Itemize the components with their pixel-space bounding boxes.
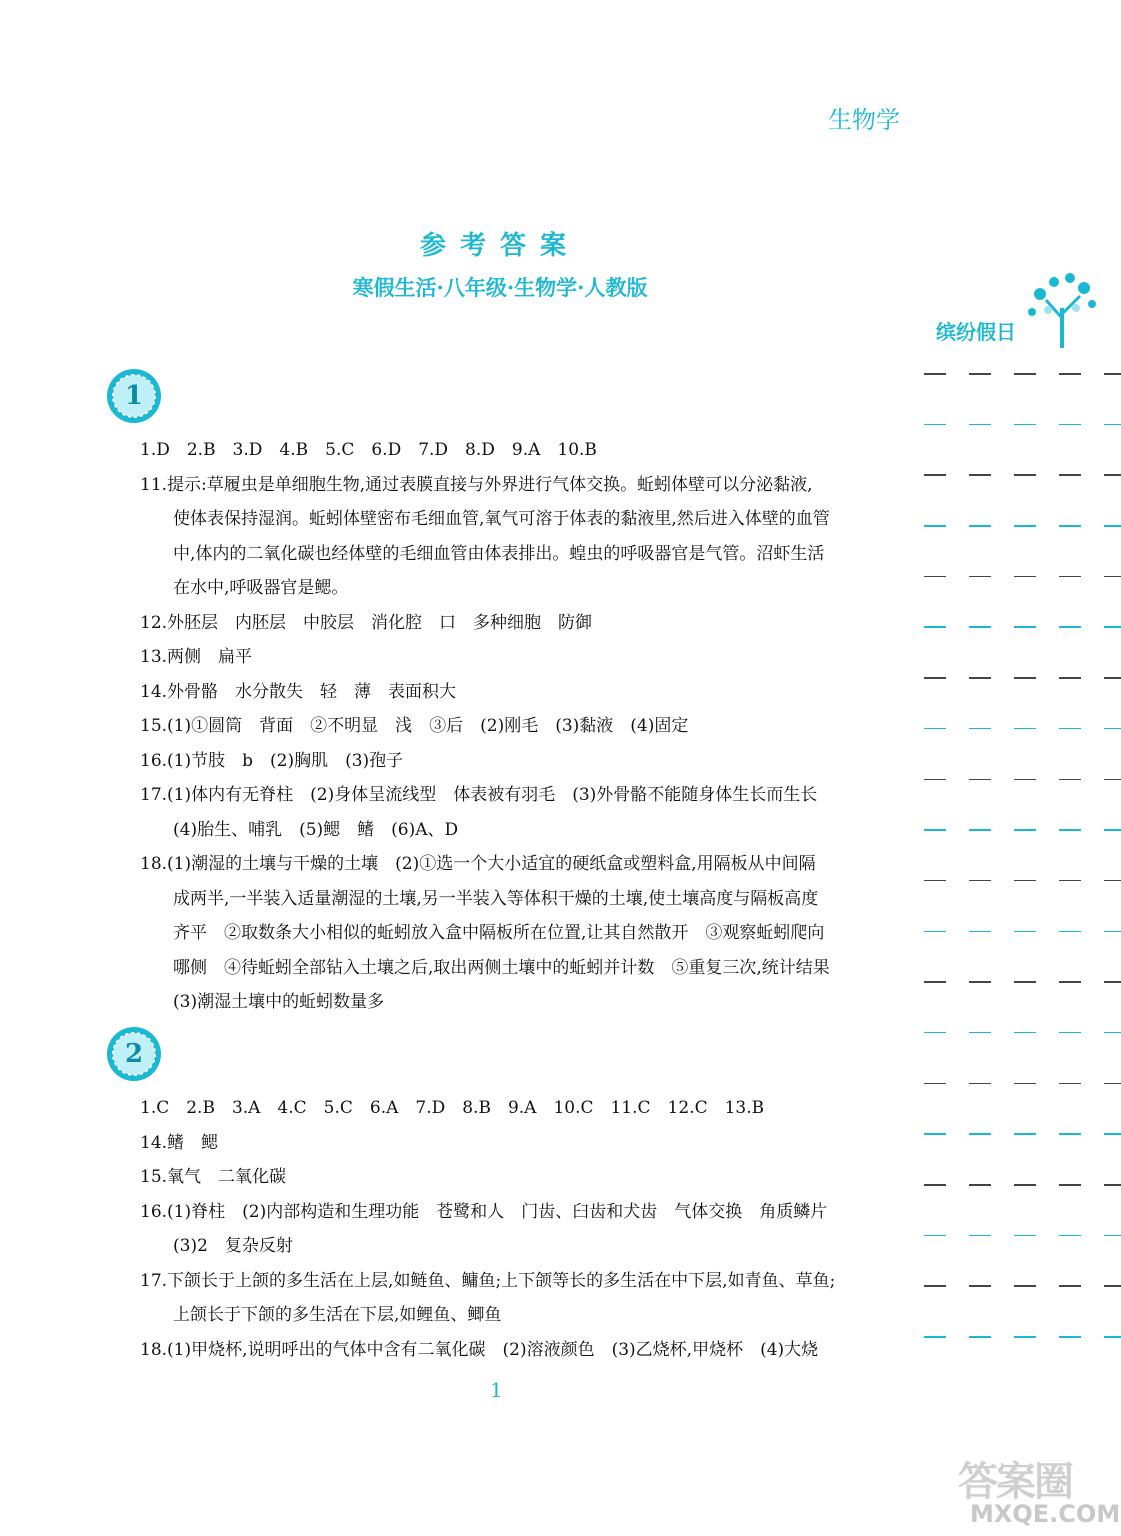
rule-dash [1059,880,1081,882]
rule-dash [969,576,991,578]
answer-line: (3)潮湿土壤中的蚯蚓数量多 [173,992,385,1012]
answer-line: 18.(1)甲烧杯,说明呼出的气体中含有二氧化碳 (2)溶液颜色 (3)乙烧杯,甲烧杯 (4)大烧 [140,1339,819,1360]
rule-dash [924,829,946,831]
rule-dash [969,1285,991,1287]
answer-line: 在水中,呼吸器官是鳃。 [173,578,349,598]
rule-dash [1104,576,1121,578]
rule-dash [1104,880,1121,882]
rule-dash [924,1032,946,1034]
rule-dash [1014,1133,1036,1135]
rule-dash [1059,931,1081,933]
rule-dash [969,373,991,375]
rule-dash [1014,779,1036,781]
answer-line: 16.(1)节肢 b (2)胸肌 (3)孢子 [140,750,404,771]
rule-dash [969,779,991,781]
answer-line: 15.(1)①圆筒 背面 ②不明显 浅 ③后 (2)刚毛 (3)黏液 (4)固定 [140,716,689,736]
watermark-text: 答案圈 [958,1459,1072,1505]
answer-line: 齐平 ②取数条大小相似的蚯蚓放入盒中隔板所在位置,让其自然散开 ③观察蚯蚓爬向 [173,923,825,943]
rule-dash [1059,829,1081,831]
rule-row [920,1222,1120,1273]
rule-dash [1104,373,1121,375]
rule-dash [969,1235,991,1237]
rule-row [920,360,1120,411]
rule-row [920,512,1120,563]
rule-dash [1014,829,1036,831]
rule-dash [1104,1184,1121,1186]
rule-dash [1104,931,1121,933]
answer-line: 13.两侧 扁平 [140,647,253,667]
rule-dash [924,424,946,426]
rule-dash [924,677,946,679]
answer-line: 14.外骨骼 水分散失 轻 薄 表面积大 [140,681,457,702]
rule-row [920,968,1120,1019]
rule-row [920,1272,1120,1323]
rule-dash [1104,728,1121,730]
rule-dash [1059,1285,1081,1287]
rule-dash [1104,1133,1121,1135]
rule-dash [969,728,991,730]
rule-dash [1059,981,1081,983]
rule-dash [969,474,991,476]
notes-ruled-lines [920,360,1120,1374]
section-2-answers [140,1091,900,1367]
rule-dash [969,677,991,679]
rule-dash [969,1133,991,1135]
rule-dash [924,779,946,781]
rule-dash [1059,373,1081,375]
rule-dash [1104,829,1121,831]
rule-dash [924,525,946,527]
rule-row [920,563,1120,614]
rule-dash [1014,677,1036,679]
answer-line: 1.D 2.B 3.D 4.B 5.C 6.D 7.D 8.D 9.A 10.B [140,440,597,460]
rule-dash [924,474,946,476]
rule-dash [969,424,991,426]
rule-dash [924,1083,946,1085]
rule-dash [924,880,946,882]
answer-line: 1.C 2.B 3.A 4.C 5.C 6.A 7.D 8.B 9.A 10.C 11.C 12.C 13.B [140,1098,765,1118]
answer-line: 15.氧气 二氧化碳 [140,1167,287,1187]
rule-dash [1014,474,1036,476]
rule-dash [924,626,946,628]
rule-dash [1104,1083,1121,1085]
rule-row [920,1070,1120,1121]
rule-dash [1059,728,1081,730]
rule-dash [1104,626,1121,628]
rule-dash [1059,576,1081,578]
rule-dash [1014,1336,1036,1338]
rule-dash [1014,626,1036,628]
tree-icon [1018,268,1102,352]
watermark-logo [950,1448,1120,1536]
rule-dash [1104,1032,1121,1034]
rule-dash [924,931,946,933]
section-badge-1 [104,366,164,426]
answer-line: 16.(1)脊柱 (2)内部构造和生理功能 苍鹭和人 门齿、臼齿和犬齿 气体交换 角质鳞片 [140,1201,828,1222]
section-1-answers [140,433,900,1020]
rule-row [920,918,1120,969]
rule-dash [924,373,946,375]
rule-row [920,1120,1120,1171]
rule-dash [1014,1032,1036,1034]
rule-row [920,1323,1120,1374]
rule-dash [1014,1235,1036,1237]
rule-dash [969,981,991,983]
rule-dash [1104,1336,1121,1338]
rule-dash [1014,424,1036,426]
rule-dash [1014,931,1036,933]
answer-line: 使体表保持湿润。蚯蚓体壁密布毛细血管,氧气可溶于体表的黏液里,然后进入体壁的血管 [173,509,830,529]
rule-dash [1014,728,1036,730]
rule-dash [1059,1235,1081,1237]
rule-dash [1104,1285,1121,1287]
rule-dash [1014,880,1036,882]
rule-dash [969,1032,991,1034]
rule-dash [1104,424,1121,426]
page-number: 1 [490,1378,503,1402]
rule-row [920,613,1120,664]
rule-dash [1059,1184,1081,1186]
rule-dash [1014,373,1036,375]
rule-dash [1104,677,1121,679]
rule-dash [1059,424,1081,426]
section-number: 1 [124,381,144,411]
rule-dash [969,1184,991,1186]
rule-dash [924,1133,946,1135]
rule-dash [1014,981,1036,983]
rule-dash [1059,1083,1081,1085]
rule-dash [1059,474,1081,476]
subject-label: 生物学 [828,106,900,134]
rule-dash [969,525,991,527]
rule-dash [969,626,991,628]
rule-dash [969,1083,991,1085]
rule-dash [1104,1235,1121,1237]
rule-dash [1059,525,1081,527]
rule-dash [969,1336,991,1338]
rule-dash [1059,779,1081,781]
rule-dash [1014,525,1036,527]
rule-dash [1059,1032,1081,1034]
rule-row [920,411,1120,462]
rule-dash [969,829,991,831]
rule-dash [969,931,991,933]
section-number: 2 [124,1039,144,1069]
answer-line: 中,体内的二氧化碳也经体壁的毛细血管由体表排出。蝗虫的呼吸器官是气管。沼虾生活 [173,543,825,564]
section-badge-2 [104,1024,164,1084]
answer-line: (3)2 复杂反射 [173,1236,293,1256]
answer-line: 14.鳍 鳃 [140,1132,219,1153]
rule-row [920,867,1120,918]
rule-dash [924,728,946,730]
page-subtitle: 寒假生活·八年级·生物学·人教版 [352,275,648,300]
rule-dash [1014,576,1036,578]
rule-dash [924,1235,946,1237]
answer-line: 12.外胚层 内胚层 中胶层 消化腔 口 多种细胞 防御 [140,612,593,633]
rule-row [920,461,1120,512]
rule-dash [1059,1336,1081,1338]
rule-dash [1059,677,1081,679]
brand-name: 缤纷假日 [936,320,1016,344]
rule-row [920,1019,1120,1070]
rule-dash [924,981,946,983]
rule-dash [1104,981,1121,983]
rule-row [920,664,1120,715]
rule-dash [1014,1285,1036,1287]
rule-row [920,1171,1120,1222]
answer-line: 17.(1)体内有无脊柱 (2)身体呈流线型 体表被有羽毛 (3)外骨骼不能随身体生长而生长 [140,785,818,805]
rule-dash [1059,626,1081,628]
rule-dash [1014,1184,1036,1186]
rule-dash [1104,474,1121,476]
answer-line: (4)胎生、哺乳 (5)鳃 鳍 (6)A、D [173,819,459,840]
rule-dash [924,1285,946,1287]
rule-row [920,715,1120,766]
rule-dash [1059,1133,1081,1135]
rule-dash [1104,525,1121,527]
rule-dash [924,576,946,578]
answer-line: 18.(1)潮湿的土壤与干燥的土壤 (2)①选一个大小适宜的硬纸盒或塑料盒,用隔板从中间隔 [140,854,816,874]
answer-line: 哪侧 ④待蚯蚓全部钻入土壤之后,取出两侧土壤中的蚯蚓并计数 ⑤重复三次,统计结果 [173,957,830,978]
rule-row [920,766,1120,817]
rule-dash [1104,779,1121,781]
answer-line: 11.提示:草履虫是单细胞生物,通过表膜直接与外界进行气体交换。蚯蚓体壁可以分泌黏液, [140,474,813,495]
watermark-url: MXQE.COM [970,1500,1121,1528]
answer-line: 成两半,一半装入适量潮湿的土壤,另一半装入等体积干燥的土壤,使土壤高度与隔板高度 [173,888,819,909]
rule-row [920,816,1120,867]
answer-line: 17.下颌长于上颌的多生活在上层,如鲢鱼、鳙鱼;上下颌等长的多生活在中下层,如青鱼、草鱼; [140,1270,836,1291]
rule-dash [924,1336,946,1338]
rule-dash [1014,1083,1036,1085]
rule-dash [924,1184,946,1186]
answer-line: 上颌长于下颌的多生活在下层,如鲤鱼、鲫鱼 [173,1305,502,1325]
page-title: 参考答案 [419,231,580,261]
rule-dash [969,880,991,882]
